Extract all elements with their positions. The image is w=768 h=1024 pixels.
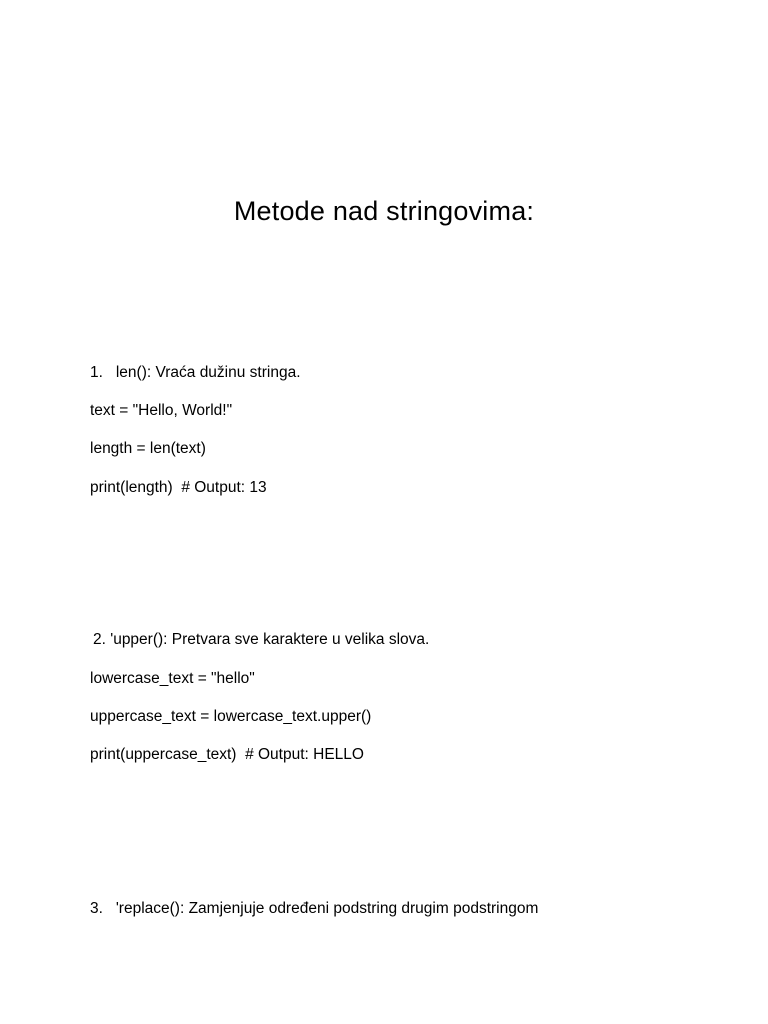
section-heading-upper: 2. 'upper(): Pretvara sve karaktere u velika slova. bbox=[93, 631, 430, 648]
page-title: Metode nad stringovima: bbox=[233, 196, 535, 226]
code-line: print(uppercase_text) # Output: HELLO bbox=[90, 746, 364, 763]
section-heading-replace: 3. 'replace(): Zamjenjuje određeni podstring drugim podstringom bbox=[90, 900, 539, 917]
code-line: print(length) # Output: 13 bbox=[90, 479, 267, 496]
code-line: length = len(text) bbox=[90, 440, 206, 457]
code-line: text = "Hello, World!" bbox=[90, 402, 233, 419]
code-line: lowercase_text = "hello" bbox=[90, 670, 255, 687]
section-heading-len: 1. len(): Vraća dužinu stringa. bbox=[90, 364, 301, 381]
code-line: uppercase_text = lowercase_text.upper() bbox=[90, 708, 372, 725]
